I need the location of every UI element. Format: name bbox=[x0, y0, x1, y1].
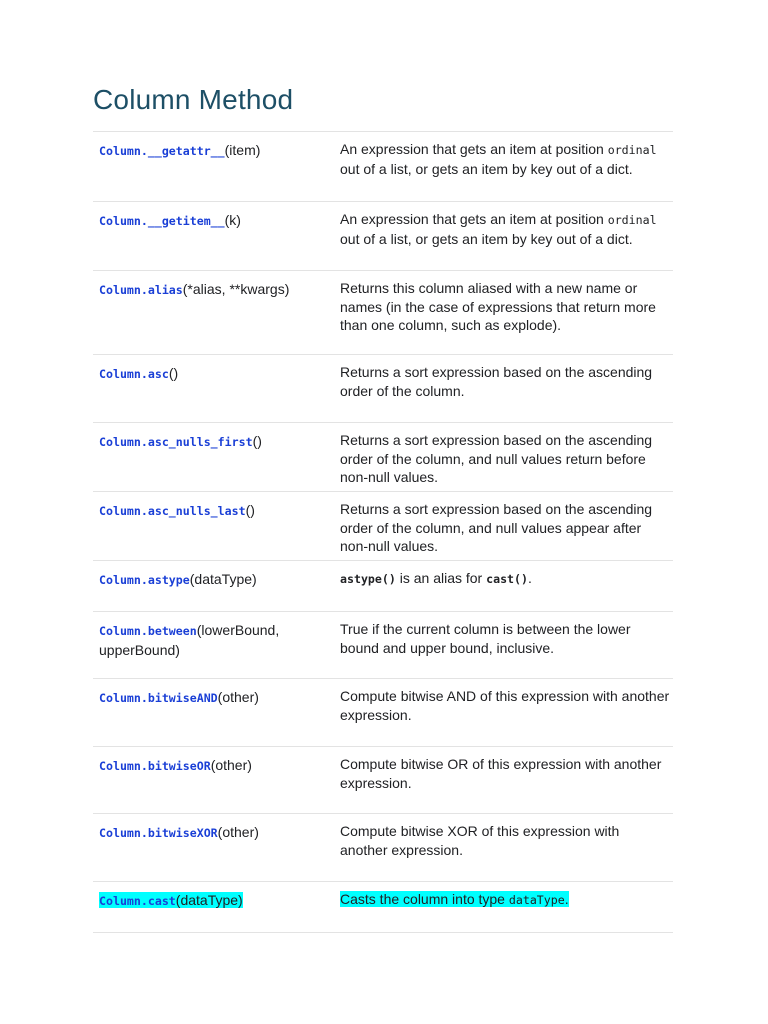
method-name[interactable]: Column.bitwiseOR bbox=[99, 759, 211, 773]
table-row bbox=[93, 492, 673, 561]
method-description: True if the current column is between the lower bound and upper bound, inclusive. bbox=[340, 621, 631, 656]
description-text: out of a list, or gets an item by key out of a dict. bbox=[340, 160, 633, 177]
method-name[interactable]: Column.bitwiseAND bbox=[99, 691, 218, 705]
method-args: () bbox=[252, 433, 262, 449]
method-signature bbox=[99, 432, 324, 452]
method-description bbox=[340, 210, 670, 248]
description-text: out of a list, or gets an item by key out of a dict. bbox=[340, 230, 633, 247]
table-row bbox=[93, 132, 673, 202]
method-args: () bbox=[168, 365, 179, 381]
method-signature bbox=[99, 621, 324, 659]
method-description: Returns this column aliased with a new name or names (in the case of expressions that return more than one column, such as explode). bbox=[340, 280, 656, 334]
method-description bbox=[340, 140, 670, 178]
method-table bbox=[93, 131, 673, 933]
method-signature bbox=[99, 891, 324, 911]
method-description: Compute bitwise OR of this expression with another expression. bbox=[340, 756, 662, 791]
method-args: (k) bbox=[224, 212, 241, 228]
method-name[interactable]: Column.bitwiseXOR bbox=[99, 826, 218, 840]
description-text: is an alias for bbox=[395, 570, 487, 586]
method-args: (item) bbox=[224, 142, 261, 158]
table-row bbox=[93, 561, 673, 612]
table-row bbox=[93, 814, 673, 882]
page-title: Column Method bbox=[93, 84, 294, 115]
method-signature bbox=[99, 141, 324, 161]
method-args: (other) bbox=[210, 757, 252, 773]
inline-code: cast() bbox=[486, 572, 528, 586]
table-row bbox=[93, 612, 673, 679]
inline-code: ordinal bbox=[607, 143, 657, 157]
method-name[interactable]: Column.__getattr__ bbox=[99, 144, 225, 158]
method-args: (dataType) bbox=[189, 571, 257, 587]
table-row bbox=[93, 882, 673, 933]
method-signature bbox=[99, 570, 324, 590]
method-description bbox=[340, 890, 670, 910]
method-signature bbox=[99, 501, 324, 521]
method-args: (*alias, **kwargs) bbox=[182, 281, 290, 297]
description-text: Casts the column into type bbox=[340, 891, 509, 907]
method-name[interactable]: Column.asc bbox=[99, 367, 169, 381]
description-text: An expression that gets an item at position bbox=[340, 141, 608, 157]
description-text: An expression that gets an item at position bbox=[340, 211, 608, 227]
highlighted-signature bbox=[99, 892, 243, 908]
method-args: (lowerBound, upperBound) bbox=[99, 622, 280, 658]
method-args: () bbox=[245, 502, 255, 518]
method-args: (other) bbox=[217, 824, 259, 840]
table-row bbox=[93, 202, 673, 271]
table-row bbox=[93, 747, 673, 814]
method-args: (other) bbox=[217, 689, 259, 705]
method-name[interactable]: Column.astype bbox=[99, 573, 190, 587]
inline-code: dataType bbox=[508, 893, 565, 907]
method-signature bbox=[99, 280, 324, 300]
method-description: Compute bitwise XOR of this expression with another expression. bbox=[340, 823, 620, 858]
method-description: Returns a sort expression based on the ascending order of the column, and null values return before non-null values. bbox=[340, 432, 653, 486]
method-name[interactable]: Column.asc_nulls_last bbox=[99, 504, 246, 518]
method-name[interactable]: Column.cast bbox=[99, 894, 176, 908]
method-description: Compute bitwise AND of this expression with another expression. bbox=[340, 688, 670, 723]
method-name[interactable]: Column.alias bbox=[99, 283, 183, 297]
inline-code: astype() bbox=[340, 572, 396, 586]
inline-code: ordinal bbox=[607, 213, 657, 227]
method-signature bbox=[99, 364, 324, 384]
highlighted-description bbox=[340, 891, 569, 907]
table-row bbox=[93, 355, 673, 423]
method-signature bbox=[99, 211, 324, 231]
method-description bbox=[340, 569, 670, 589]
table-row bbox=[93, 679, 673, 747]
table-row bbox=[93, 271, 673, 355]
table-row bbox=[93, 423, 673, 492]
method-args: (dataType) bbox=[175, 892, 243, 908]
description-text: . bbox=[528, 570, 532, 586]
method-description: Returns a sort expression based on the ascending order of the column, and null values appear after non-null values. bbox=[340, 501, 653, 555]
method-name[interactable]: Column.asc_nulls_first bbox=[99, 435, 253, 449]
method-name[interactable]: Column.between bbox=[99, 624, 197, 638]
description-text: . bbox=[564, 891, 569, 907]
method-name[interactable]: Column.__getitem__ bbox=[99, 214, 225, 228]
method-signature bbox=[99, 688, 324, 708]
method-signature bbox=[99, 823, 324, 843]
method-description: Returns a sort expression based on the ascending order of the column. bbox=[340, 364, 653, 399]
method-signature bbox=[99, 756, 324, 776]
